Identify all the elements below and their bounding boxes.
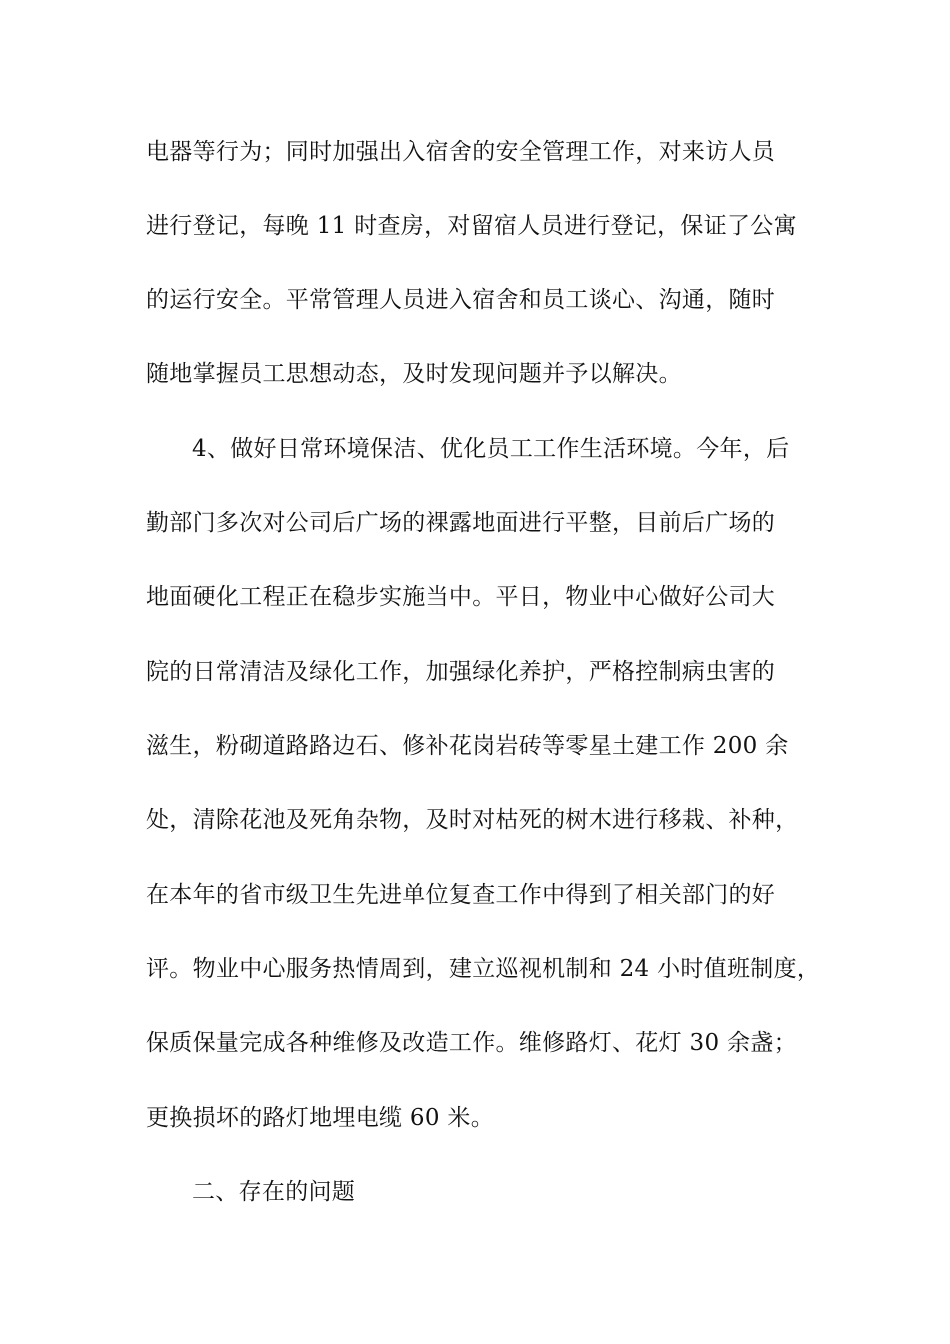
paragraph-line: 4、做好日常环境保洁、优化员工工作生活环境。今年，后	[192, 436, 790, 462]
paragraph-line: 处，清除花池及死角杂物，及时对枯死的树木进行移栽、补种，	[146, 807, 799, 833]
paragraph-line: 在本年的省市级卫生先进单位复查工作中得到了相关部门的好	[146, 882, 776, 908]
paragraph-line: 更换损坏的路灯地埋电缆 60 米。	[146, 1105, 494, 1131]
paragraph-line: 随地掌握员工思想动态，及时发现问题并予以解决。	[146, 361, 682, 387]
paragraph-line: 勤部门多次对公司后广场的裸露地面进行平整，目前后广场的	[146, 510, 776, 536]
paragraph-line: 进行登记，每晚 11 时查房，对留宿人员进行登记，保证了公寓	[146, 213, 797, 239]
paragraph-line: 电器等行为；同时加强出入宿舍的安全管理工作，对来访人员	[146, 139, 776, 165]
section-heading: 二、存在的问题	[192, 1179, 356, 1205]
paragraph-line: 保质保量完成各种维修及改造工作。维修路灯、花灯 30 余盏；	[146, 1030, 797, 1056]
paragraph-line: 地面硬化工程正在稳步实施当中。平日，物业中心做好公司大	[146, 584, 776, 610]
paragraph-line: 评。物业中心服务热情周到，建立巡视机制和 24 小时值班制度，	[146, 956, 821, 982]
paragraph-line: 的运行安全。平常管理人员进入宿舍和员工谈心、沟通，随时	[146, 287, 776, 313]
paragraph-line: 滋生，粉砌道路路边石、修补花岗岩砖等零星土建工作 200 余	[146, 733, 789, 759]
paragraph-line: 院的日常清洁及绿化工作，加强绿化养护，严格控制病虫害的	[146, 659, 776, 685]
